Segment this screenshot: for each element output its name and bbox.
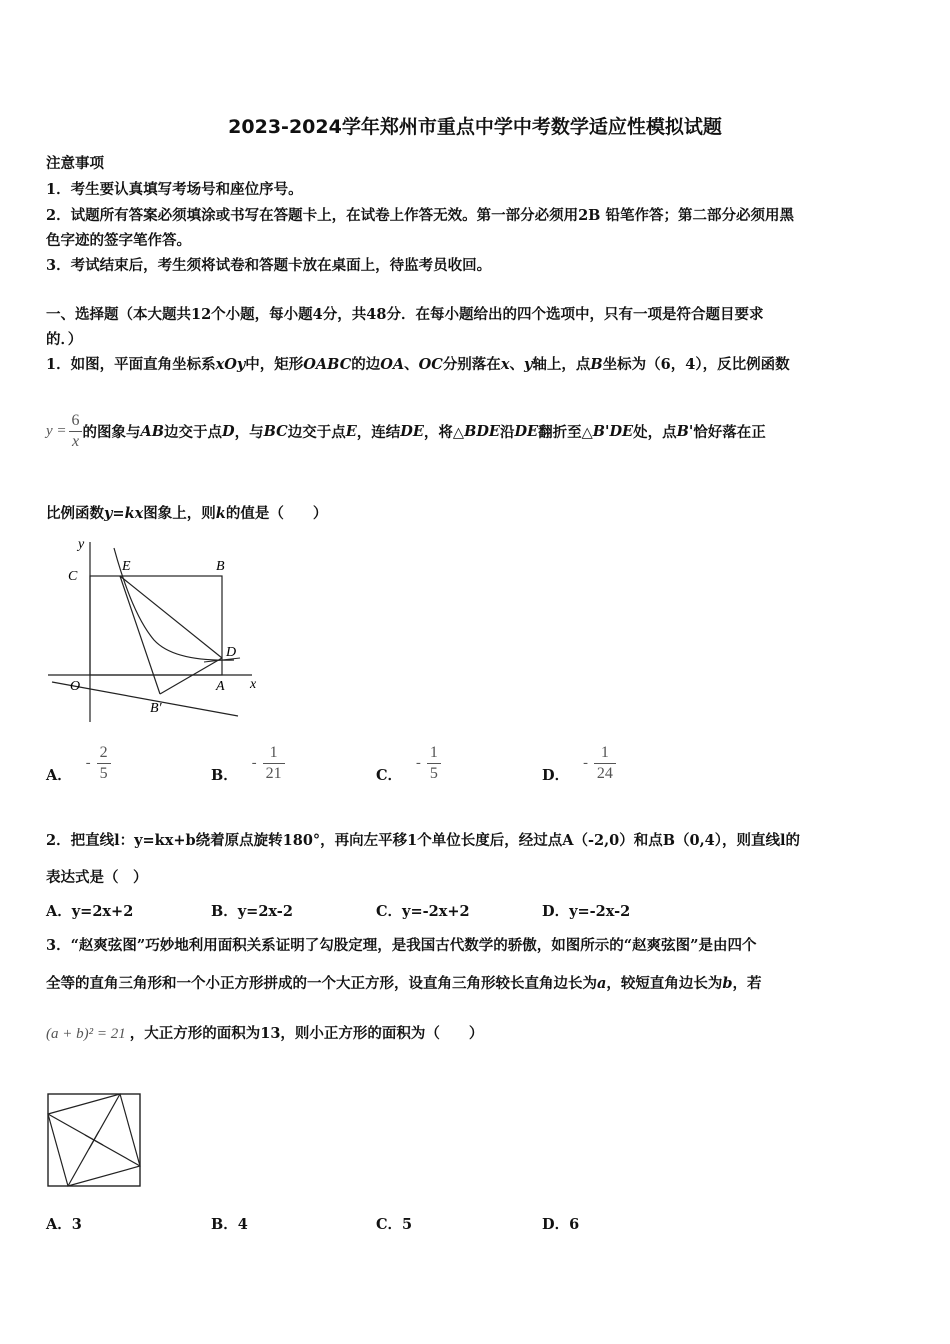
label-b: B <box>216 559 225 574</box>
label-a: A <box>216 679 225 694</box>
q1-option-c[interactable]: C． - $\frac{1}{5}$ <box>376 742 441 785</box>
segment-eb-prime <box>120 576 160 694</box>
segment-b-prime-d <box>160 658 222 694</box>
label-y: y <box>78 537 85 552</box>
q3-option-a[interactable]: A．3 <box>46 1216 82 1233</box>
q3-formula: (a + b)² = 21 <box>46 1026 126 1042</box>
q3-line1: 3．“赵爽弦图”巧妙地利用面积关系证明了勾股定理，是我国古代数学的骄傲，如图所示的“赵爽弦图”是由四个 <box>46 937 757 954</box>
q2-option-c[interactable]: C．y=-2x+2 <box>376 903 470 920</box>
section-heading-cont: 的．） <box>46 331 83 348</box>
q1-formula: y = $\frac{6}{x}$ <box>46 412 83 451</box>
q3-option-d[interactable]: D．6 <box>542 1216 580 1233</box>
q2-line1: 2．把直线l：y=kx+b绕着原点旋转180°，再向左平移1个单位长度后，经过点A（-2,0）和点B（0,4），则直线l的 <box>46 832 800 849</box>
q1-line1: 1．如图，平面直角坐标系xOy中，矩形OABC的边OA、OC分别落在x、y轴上，点B坐标为（6，4），反比例函数 <box>46 356 790 373</box>
triangle-edge <box>85 1135 140 1166</box>
q1-option-d[interactable]: D． - $\frac{1}{24}$ <box>542 742 616 785</box>
q1-option-a[interactable]: A． - $\frac{2}{5}$ <box>46 742 111 785</box>
label-e: E <box>122 559 131 574</box>
label-x: x <box>250 677 257 692</box>
rectangle-oabc <box>90 576 222 675</box>
segment-ed <box>120 576 222 658</box>
q3-line2: 全等的直角三角形和一个小正方形拼成的一个大正方形，设直角三角形较长直角边长为a，较短直角边长为b，若 <box>46 975 762 992</box>
label-b-prime: B′ <box>150 701 162 716</box>
q1-figure <box>44 534 264 724</box>
q2-option-b[interactable]: B．y=2x-2 <box>211 903 293 920</box>
page-title: 2023-2024学年郑州市重点中学中考数学适应性模拟试题 <box>228 116 722 138</box>
q2-option-a[interactable]: A．y=2x+2 <box>46 903 134 920</box>
q3-option-c[interactable]: C．5 <box>376 1216 413 1233</box>
notice-item: 1．考生要认真填写考场号和座位序号。 <box>46 181 303 198</box>
q1-line3: 比例函数y=kx图象上，则k的值是（ ） <box>46 505 328 522</box>
label-d: D <box>226 645 237 660</box>
triangle-edge <box>68 1131 99 1186</box>
notice-item: 色字迹的签字笔作答。 <box>46 232 191 249</box>
q1-option-b[interactable]: B． - $\frac{1}{21}$ <box>211 742 285 785</box>
q2-line2: 表达式是（ ） <box>46 869 148 886</box>
q3-line3: (a + b)² = 21 ，大正方形的面积为13，则小正方形的面积为（ ） <box>46 1025 484 1042</box>
notice-heading: 注意事项 <box>46 155 104 172</box>
q2-option-d[interactable]: D．y=-2x-2 <box>542 903 631 920</box>
label-c: C <box>68 569 78 584</box>
notice-item: 3．考试结束后，考生须将试卷和答题卡放在桌面上，待监考员收回。 <box>46 257 492 274</box>
q3-option-b[interactable]: B．4 <box>211 1216 248 1233</box>
notice-item: 2．试题所有答案必须填涂或书写在答题卡上，在试卷上作答无效。第一部分必须用2B 铅笔作答；第二部分必须用黑 <box>46 207 794 224</box>
section-heading: 一、选择题（本大题共12个小题，每小题4分，共48分．在每小题给出的四个选项中，只有一项是符合题目要求 <box>46 306 764 323</box>
q1-line2: y = $\frac{6}{x}$ 的图象与 AB 边交于点 D ，与 BC 边交于点 E ，连结 DE ，将△ BDE 沿 DE 翻折至△ B'DE 处，点 B' 恰好落在正 <box>46 412 766 450</box>
q3-figure <box>46 1092 144 1188</box>
label-o: O <box>70 679 81 694</box>
